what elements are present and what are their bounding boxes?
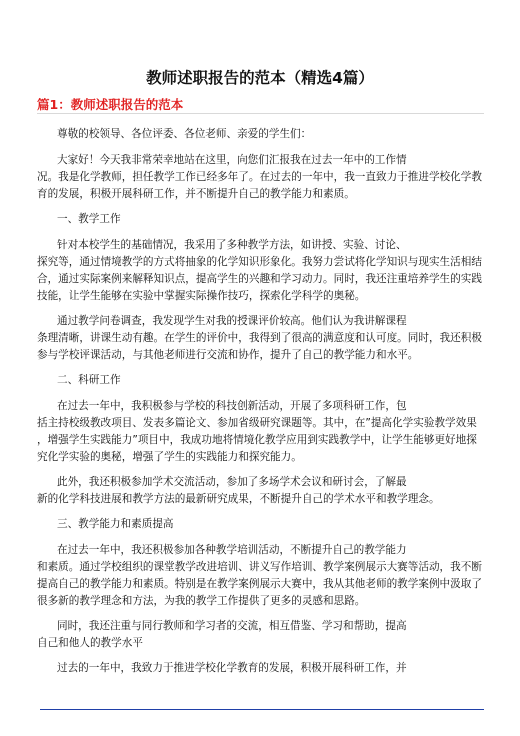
paragraph-line: ，增强学生实践能力”项目中，我成功地将情境化教学应用到实践教学中，让学生能够更好地探	[37, 434, 477, 446]
paragraph-line: 提高自己的教学能力和素质。特别是在教学案例展示大赛中，我从其他老师的教学案例中汲取了	[37, 578, 482, 590]
section-heading-ability: 三、教学能力和素质提高	[57, 518, 174, 530]
paragraph-line: 育的发展，积极开展科研工作，并不断提升自己的教学能力和素质。	[37, 188, 355, 200]
paragraph-line: 很多新的教学理念和方法，为我的教学工作提供了更多的灵感和思路。	[37, 595, 366, 607]
section-divider	[37, 113, 484, 114]
paragraph-line: 探究等，通过情境教学的方式将抽象的化学知识形象化。我努力尝试将化学知识与现实生活相结	[37, 256, 482, 268]
paragraph-line: 在过去一年中，我积极参与学校的科技创新活动，开展了多项科研工作，包	[57, 400, 407, 412]
section-heading: 篇1：教师述职报告的范本	[37, 97, 184, 112]
paragraph-line: 自己和他人的教学水平	[37, 637, 143, 649]
salutation-line: 尊敬的校领导、各位评委、各位老师、亲爱的学生们：	[57, 128, 312, 140]
paragraph-line: 同时，我还注重与同行教师和学习者的交流，相互借鉴、学习和帮助，提高	[57, 620, 407, 632]
paragraph-line: 括主持校级教改项目、发表多篇论文、参加省级研究课题等。其中，在”提高化学实验教学效果	[37, 417, 477, 429]
paragraph-line: 况。我是化学教师，担任教学工作已经多年了。在过去的一年中，我一直致力于推进学校化学教	[37, 171, 482, 183]
section-heading-teaching: 一、教学工作	[57, 213, 121, 225]
paragraph-line: 条理清晰，讲课生动有趣。在学生的评价中，我得到了很高的满意度和认可度。同时，我还积极	[37, 332, 482, 344]
paragraph-line: 合，通过实际案例来解释知识点，提高学生的兴趣和学习动力。同时，我还注重培养学生的实践	[37, 273, 482, 285]
paragraph-line: 过去的一年中，我致力于推进学校化学教育的发展，积极开展科研工作，并	[57, 662, 407, 674]
paragraph-line: 究化学实验的奥秘，增强了学生的实践能力和探究能力。	[37, 451, 302, 463]
paragraph-line: 通过教学问卷调查，我发现学生对我的授课评价较高。他们认为我讲解课程	[57, 315, 407, 327]
footer-rule	[40, 709, 484, 710]
paragraph-line: 技能，让学生能够在实验中掌握实际操作技巧，探索化学科学的奥秘。	[37, 290, 366, 302]
paragraph-line: 大家好！今天我非常荣幸地站在这里，向您们汇报我在过去一年中的工作情	[57, 154, 407, 166]
paragraph-line: 和素质。通过学校组织的课堂教学改进培训、讲义写作培训、教学案例展示大赛等活动，我不断	[37, 561, 482, 573]
paragraph-line: 此外，我还积极参加学术交流活动，参加了多场学术会议和研讨会，了解最	[57, 476, 407, 488]
paragraph-line: 在过去一年中，我还积极参加各种教学培训活动，不断提升自己的教学能力	[57, 544, 407, 556]
paragraph-line: 针对本校学生的基础情况，我采用了多种教学方法，如讲授、实验、讨论、	[57, 239, 407, 251]
paragraph-line: 新的化学科技进展和教学方法的最新研究成果，不断提升自己的学术水平和教学理念。	[37, 493, 440, 505]
document-title: 教师述职报告的范本（精选4篇）	[146, 69, 374, 87]
section-heading-research: 二、科研工作	[57, 374, 121, 386]
paragraph-line: 参与学校评课活动，与其他老师进行交流和协作，提升了自己的教学能力和水平。	[37, 349, 419, 361]
